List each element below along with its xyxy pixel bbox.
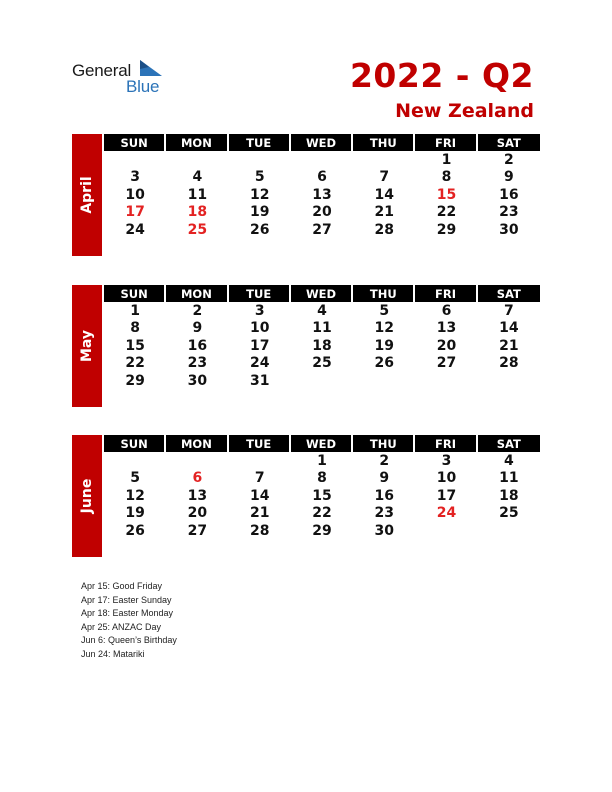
day-cell: 4 xyxy=(503,452,514,469)
day-cell: 20 xyxy=(187,505,208,522)
empty-day-cell xyxy=(415,372,477,390)
day-cell: 24 xyxy=(125,221,145,238)
month-tab xyxy=(72,134,102,256)
day-cell: 27 xyxy=(187,522,208,539)
week-row xyxy=(104,487,540,505)
holiday-note: Apr 25: ANZAC Day xyxy=(81,621,162,632)
day-cell: 29 xyxy=(312,522,332,539)
day-cell: 15 xyxy=(125,337,145,354)
logo-blue-text: Blue xyxy=(126,77,160,96)
day-cell: 27 xyxy=(312,221,332,238)
empty-day-cell xyxy=(415,522,477,540)
day-cell: 7 xyxy=(379,169,390,186)
logo xyxy=(72,58,172,98)
week-row xyxy=(104,355,540,373)
week-row xyxy=(104,302,540,320)
week-row xyxy=(104,470,540,488)
week-row xyxy=(104,204,540,222)
day-cell: 12 xyxy=(374,320,394,337)
day-cell: 10 xyxy=(125,186,145,203)
day-cell: 14 xyxy=(374,186,394,203)
week-row xyxy=(104,337,540,355)
day-cell: 10 xyxy=(249,320,270,337)
day-cell: 22 xyxy=(312,505,332,522)
week-row xyxy=(104,186,540,204)
weekday-header: SUN xyxy=(104,134,166,151)
day-cell: 8 xyxy=(441,169,452,186)
empty-day-cell xyxy=(166,452,228,470)
weekday-header: THU xyxy=(353,285,415,302)
day-cell: 16 xyxy=(374,487,394,504)
day-cell: 7 xyxy=(503,302,514,319)
day-cell: 28 xyxy=(249,522,270,539)
weekday-header: SUN xyxy=(104,285,166,302)
day-cell: 21 xyxy=(374,204,394,221)
day-cell: 30 xyxy=(187,372,208,389)
day-cell: 9 xyxy=(192,320,203,337)
day-cell: 18 xyxy=(187,204,208,221)
day-cell: 6 xyxy=(441,302,452,319)
week-row xyxy=(104,452,540,470)
weekday-header: FRI xyxy=(415,435,477,452)
empty-day-cell xyxy=(104,151,166,169)
day-cell: 21 xyxy=(499,337,519,354)
day-cell: 23 xyxy=(374,505,394,522)
day-cell: 11 xyxy=(312,320,332,337)
logo-general-text: General xyxy=(72,61,132,80)
day-cell: 25 xyxy=(499,505,519,522)
day-cell: 1 xyxy=(130,302,141,319)
day-cell: 17 xyxy=(436,487,457,504)
day-cell: 7 xyxy=(254,470,265,487)
day-cell: 19 xyxy=(249,204,270,221)
weekday-header: MON xyxy=(166,285,228,302)
month-name: April xyxy=(79,176,95,214)
day-cell: 4 xyxy=(317,302,327,319)
month-block-april xyxy=(72,134,540,256)
weekday-header-row xyxy=(104,285,540,302)
day-cell: 25 xyxy=(187,221,208,238)
weekday-header: TUE xyxy=(229,134,291,151)
day-cell: 29 xyxy=(436,221,457,238)
holiday-notes xyxy=(81,580,177,662)
day-cell: 6 xyxy=(317,169,327,186)
holiday-note: Apr 17: Easter Sunday xyxy=(81,594,172,605)
day-cell: 11 xyxy=(187,186,208,203)
weekday-header: WED xyxy=(291,134,353,151)
day-cell: 29 xyxy=(125,372,145,389)
empty-day-cell xyxy=(353,151,415,169)
holiday-note: Apr 18: Easter Monday xyxy=(81,608,174,619)
day-cell: 28 xyxy=(374,221,394,238)
day-cell: 16 xyxy=(187,337,208,354)
weekday-header: FRI xyxy=(415,134,477,151)
day-cell: 6 xyxy=(192,470,203,487)
day-cell: 23 xyxy=(187,355,208,372)
weekday-header: SUN xyxy=(104,435,166,452)
day-cell: 22 xyxy=(125,355,145,372)
day-cell: 18 xyxy=(499,487,519,504)
weekday-header: THU xyxy=(353,134,415,151)
day-cell: 4 xyxy=(192,169,203,186)
empty-day-cell xyxy=(478,522,540,540)
week-row xyxy=(104,505,540,523)
day-cell: 2 xyxy=(192,302,203,319)
weekday-header-row xyxy=(104,435,540,452)
day-cell: 8 xyxy=(317,470,327,487)
weekday-header: TUE xyxy=(229,435,291,452)
weekday-header: FRI xyxy=(415,285,477,302)
week-row xyxy=(104,522,540,540)
week-row xyxy=(104,221,540,239)
day-cell: 9 xyxy=(379,470,390,487)
day-cell: 1 xyxy=(441,151,452,168)
empty-day-cell xyxy=(353,372,415,390)
weekday-header: WED xyxy=(291,285,353,302)
day-cell: 3 xyxy=(130,169,141,186)
day-cell: 24 xyxy=(436,505,457,522)
blue-triangle-flag-icon xyxy=(140,60,162,78)
day-cell: 2 xyxy=(503,151,514,168)
month-tab xyxy=(72,285,102,407)
month-name: May xyxy=(79,329,95,363)
day-cell: 13 xyxy=(436,320,457,337)
holiday-note: Apr 15: Good Friday xyxy=(81,581,163,591)
day-cell: 27 xyxy=(436,355,457,372)
weekday-header: MON xyxy=(166,134,228,151)
day-cell: 2 xyxy=(379,452,390,469)
weekday-header: SAT xyxy=(478,134,540,151)
weekday-header: SAT xyxy=(478,285,540,302)
empty-day-cell xyxy=(166,151,228,169)
week-row xyxy=(104,151,540,169)
day-cell: 5 xyxy=(130,470,141,487)
day-cell: 20 xyxy=(436,337,457,354)
week-row xyxy=(104,169,540,187)
empty-day-cell xyxy=(478,372,540,390)
month-name: June xyxy=(79,478,95,514)
day-cell: 3 xyxy=(254,302,265,319)
day-cell: 17 xyxy=(249,337,270,354)
day-cell: 11 xyxy=(499,470,519,487)
day-cell: 30 xyxy=(499,221,519,238)
day-cell: 18 xyxy=(312,337,332,354)
day-cell: 17 xyxy=(125,204,145,221)
day-cell: 5 xyxy=(254,169,265,186)
day-cell: 13 xyxy=(187,487,208,504)
day-cell: 25 xyxy=(312,355,332,372)
holiday-note: Jun 6: Queen’s Birthday xyxy=(81,635,177,646)
day-cell: 12 xyxy=(125,487,145,504)
day-cell: 16 xyxy=(499,186,519,203)
day-cell: 13 xyxy=(312,186,332,203)
weekday-header: THU xyxy=(353,435,415,452)
day-cell: 14 xyxy=(249,487,270,504)
day-cell: 21 xyxy=(249,505,270,522)
day-cell: 22 xyxy=(436,204,457,221)
day-cell: 14 xyxy=(499,320,519,337)
calendar-grid xyxy=(104,285,540,390)
day-cell: 31 xyxy=(249,372,270,389)
day-cell: 1 xyxy=(317,452,327,469)
day-cell: 15 xyxy=(436,186,457,203)
day-cell: 23 xyxy=(499,204,519,221)
empty-day-cell xyxy=(104,452,166,470)
week-row xyxy=(104,320,540,338)
day-cell: 10 xyxy=(436,470,457,487)
month-tab xyxy=(72,435,102,557)
day-cell: 28 xyxy=(499,355,519,372)
country-title: New Zealand xyxy=(395,100,534,122)
month-block-june xyxy=(72,435,540,557)
calendar-grid xyxy=(104,134,540,239)
day-cell: 26 xyxy=(374,355,394,372)
weekday-header: SAT xyxy=(478,435,540,452)
month-block-may xyxy=(72,285,540,407)
holiday-note: Jun 24: Matariki xyxy=(81,648,145,659)
weekday-header: MON xyxy=(166,435,228,452)
empty-day-cell xyxy=(229,452,291,470)
day-cell: 30 xyxy=(374,522,394,539)
day-cell: 12 xyxy=(249,186,270,203)
page-title: 2022 - Q2 xyxy=(349,56,534,95)
weekday-header: TUE xyxy=(229,285,291,302)
empty-day-cell xyxy=(291,151,353,169)
day-cell: 26 xyxy=(249,221,270,238)
weekday-header-row xyxy=(104,134,540,151)
day-cell: 19 xyxy=(125,505,145,522)
day-cell: 9 xyxy=(503,169,514,186)
day-cell: 3 xyxy=(441,452,452,469)
day-cell: 24 xyxy=(249,355,270,372)
calendar-grid xyxy=(104,435,540,540)
day-cell: 26 xyxy=(125,522,145,539)
day-cell: 20 xyxy=(312,204,332,221)
day-cell: 8 xyxy=(130,320,141,337)
day-cell: 5 xyxy=(379,302,390,319)
weekday-header: WED xyxy=(291,435,353,452)
week-row xyxy=(104,372,540,390)
empty-day-cell xyxy=(291,372,353,390)
day-cell: 19 xyxy=(374,337,394,354)
empty-day-cell xyxy=(229,151,291,169)
day-cell: 15 xyxy=(312,487,332,504)
